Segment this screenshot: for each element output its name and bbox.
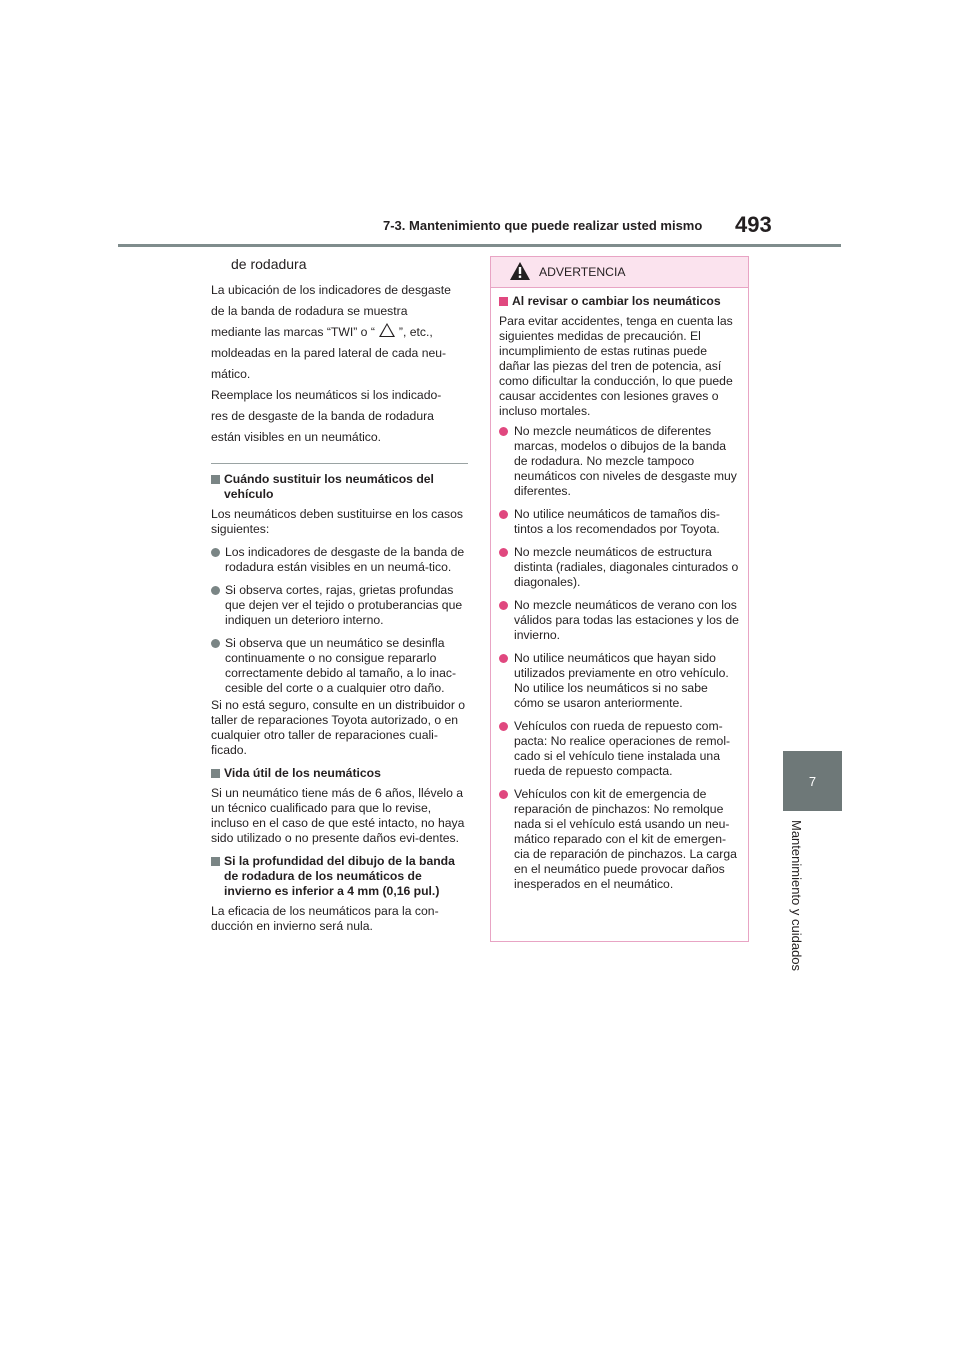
- paragraph: Si un neumático tiene más de 6 años, llévelo a un técnico cualificado para que lo revise, incluso en el caso de que esté intacto, no haya sido utilizado o no presente daños evi-dentes.: [211, 786, 465, 845]
- warning-heading: [499, 294, 740, 309]
- warning-intro: Para evitar accidentes, tenga en cuenta las siguientes medidas de precaución. El incumplimiento de estas rutinas puede dañar las piezas del tren de potencia, así como dificultar la conducción, lo que puede causar accidentes con lesiones graves o incluso mortales.: [499, 314, 733, 418]
- round-bullet-icon: [499, 601, 508, 610]
- intro-line-part: mediante las marcas “TWI” o “: [211, 325, 375, 339]
- intro-line: están visibles en un neumático.: [211, 430, 382, 444]
- section-heading: [211, 472, 471, 502]
- warning-body: [491, 288, 748, 892]
- list-item: [211, 583, 471, 628]
- intro-line: moldeadas en la pared lateral de cada neu-: [211, 346, 447, 360]
- chapter-tab: 7: [783, 751, 842, 811]
- warning-header: [491, 257, 748, 288]
- warning-item-text: Vehículos con rueda de repuesto com-pacta: No realice operaciones de remol-cado si el vehículo tiene instalada una rueda de repuesto compacta.: [514, 719, 731, 778]
- warning-item-text: Vehículos con kit de emergencia de reparación de pinchazos: No remolque nada si el vehículo está usando un neu-mático reparado con el kit de emergen-cia de reparación de pinchazos. La carga en el neumático puede provocar daños inesperados en el neumático.: [514, 787, 737, 891]
- section-heading-text: Cuándo sustituir los neumáticos del vehículo: [224, 472, 434, 501]
- section-heading: [211, 766, 471, 781]
- warning-item: [499, 719, 740, 779]
- page-number: 493: [735, 212, 772, 237]
- round-bullet-icon: [211, 548, 220, 557]
- warning-title: ADVERTENCIA: [539, 265, 626, 279]
- triangle-icon: [379, 323, 395, 337]
- warning-item-text: No utilice neumáticos de tamaños dis-tintos a los recomendados por Toyota.: [514, 507, 720, 536]
- paragraph: Si no está seguro, consulte en un distribuidor o taller de reparaciones Toyota autorizado, o en cualquier otro taller de reparaciones cuali-ficado.: [211, 698, 466, 757]
- intro-line: Reemplace los neumáticos si los indicado-: [211, 388, 442, 402]
- chapter-title: Mantenimiento y cuidados: [789, 820, 804, 972]
- warning-item-text: No utilice neumáticos que hayan sido utilizados previamente en otro vehículo. No utilice los neumáticos si no sabe cómo se usaron anteriormente.: [514, 651, 729, 710]
- round-bullet-icon: [499, 722, 508, 731]
- intro-line: La ubicación de los indicadores de desgaste: [211, 283, 451, 297]
- intro-text: [211, 280, 471, 448]
- section-heading-text: Si la profundidad del dibujo de la banda de rodadura de los neumáticos de invierno es inferior a 4 mm (0,16 pul.): [224, 854, 455, 898]
- round-bullet-icon: [499, 790, 508, 799]
- list-item-text: Los indicadores de desgaste de la banda de rodadura están visibles en un neumá-tico.: [225, 545, 465, 574]
- square-bullet-icon: [211, 475, 220, 484]
- list-item-text: Si observa que un neumático se desinfla continuamente o no consigue repararlo correctamente debido al tamaño, a lo inac-cesible del corte o a cualquier otro daño.: [225, 636, 457, 695]
- header-rule: [118, 244, 841, 247]
- square-bullet-icon: [499, 297, 508, 306]
- intro-line-part: ”, etc.,: [398, 325, 433, 339]
- square-bullet-icon: [211, 857, 220, 866]
- intro-line: de la banda de rodadura se muestra: [211, 304, 408, 318]
- left-column: [211, 254, 471, 942]
- section-divider: [211, 463, 468, 464]
- list-item: [211, 545, 471, 575]
- warning-icon: [510, 262, 530, 280]
- warning-item-text: No mezcle neumáticos de verano con los válidos para todas las estaciones y los de invierno.: [514, 598, 739, 642]
- warning-item-text: No mezcle neumáticos de diferentes marcas, modelos o dibujos de la banda de rodadura. No mezcle tampoco neumáticos con niveles de desgaste muy diferentes.: [514, 424, 737, 498]
- section-heading: [211, 854, 471, 899]
- list-item: [211, 636, 471, 696]
- warning-item: [499, 787, 740, 892]
- section-heading-text: Vida útil de los neumáticos: [224, 766, 381, 780]
- round-bullet-icon: [499, 510, 508, 519]
- round-bullet-icon: [499, 548, 508, 557]
- round-bullet-icon: [499, 427, 508, 436]
- paragraph: La eficacia de los neumáticos para la con-ducción en invierno será nula.: [211, 904, 439, 933]
- warning-box: [490, 256, 749, 942]
- round-bullet-icon: [211, 586, 220, 595]
- warning-item: [499, 598, 740, 643]
- intro-line: res de desgaste de la banda de rodadura: [211, 409, 434, 423]
- round-bullet-icon: [499, 654, 508, 663]
- warning-item: [499, 424, 740, 499]
- warning-item: [499, 507, 740, 537]
- continued-heading: de rodadura: [231, 256, 307, 272]
- warning-item-text: No mezcle neumáticos de estructura distinta (radiales, diagonales cinturados o diagonales).: [514, 545, 739, 589]
- warning-heading-text: Al revisar o cambiar los neumáticos: [512, 294, 721, 308]
- list-item-text: Si observa cortes, rajas, grietas profundas que dejen ver el tejido o protuberancias que indiquen un deterioro interno.: [225, 583, 463, 627]
- intro-line: [211, 322, 471, 343]
- square-bullet-icon: [211, 769, 220, 778]
- section-title: 7-3. Mantenimiento que puede realizar usted mismo: [383, 218, 703, 233]
- warning-item: [499, 651, 740, 711]
- intro-line: mático.: [211, 367, 251, 381]
- warning-item: [499, 545, 740, 590]
- round-bullet-icon: [211, 639, 220, 648]
- paragraph: Los neumáticos deben sustituirse en los casos siguientes:: [211, 507, 464, 536]
